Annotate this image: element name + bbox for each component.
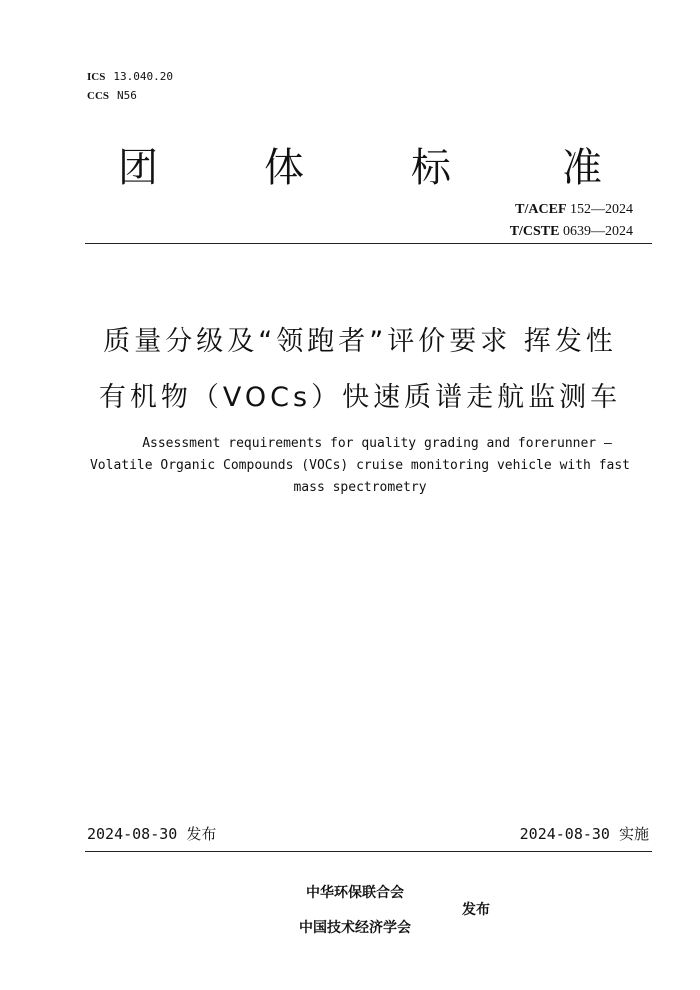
- doc-type-char: 准: [562, 145, 602, 191]
- standard-number: [510, 199, 633, 221]
- ccs-line: [87, 89, 137, 103]
- ccs-label: CCS: [87, 90, 110, 102]
- implement-date: 2024-08-30 实施: [519, 825, 649, 843]
- title-cn-line-2: 有机物（VOCs）快速质谱走航监测车: [98, 382, 622, 413]
- footer-divider: [85, 851, 652, 852]
- ics-code: 13.040.20: [113, 70, 173, 83]
- standard-prefix: T/CSTE: [509, 224, 560, 239]
- header-divider: [85, 243, 652, 244]
- doc-type-char: 标: [411, 145, 451, 191]
- standard-code: 0639—2024: [563, 224, 633, 239]
- title-en-line-2: Volatile Organic Compounds (VOCs) cruise monitoring vehicle with fast: [89, 458, 631, 473]
- issue-action: 发布: [462, 902, 490, 918]
- standard-number: [510, 221, 633, 243]
- title-en: [70, 433, 650, 499]
- release-date: 2024-08-30 发布: [87, 825, 217, 843]
- standard-numbers: [510, 199, 633, 243]
- doc-type-char: 团: [118, 145, 158, 191]
- issuer-org-2: 中国技术经济学会: [299, 920, 411, 936]
- title-en-line-1: Assessment requirements for quality grading and forerunner —: [142, 436, 612, 451]
- title-cn-line-1: 质量分级及“领跑者”评价要求 挥发性: [103, 326, 617, 357]
- issuer-org-1: 中华环保联合会: [306, 885, 404, 901]
- standard-code: 152—2024: [570, 202, 633, 217]
- ics-label: ICS: [87, 71, 106, 83]
- document-type-heading: [0, 143, 700, 193]
- ccs-code: N56: [117, 89, 137, 102]
- title-en-line-3: mass spectrometry: [293, 480, 427, 495]
- ics-line: [87, 70, 173, 84]
- doc-type-char: 体: [264, 145, 304, 191]
- standard-prefix: T/ACEF: [515, 202, 567, 217]
